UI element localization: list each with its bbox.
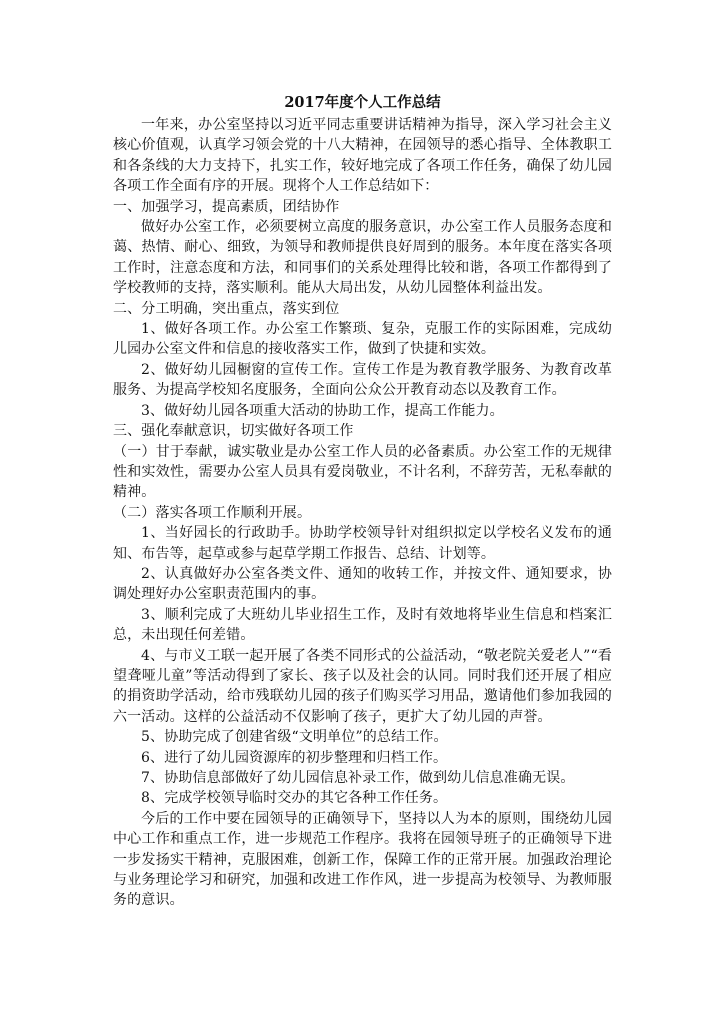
intro-paragraph: 一年来，办公室坚持以习近平同志重要讲话精神为指导，深入学习社会主义核心价值观，认真学习领会党的十八大精神，在园领导的悉心指导、全体教职工和各条线的大力支持下，扎实工作，较好地完成了各项工作任务，确保了幼儿园各项工作全面有序的开展。现将个人工作总结如下： — [113, 117, 612, 195]
subsection-1-paragraph: （一）甘于奉献，诚实敬业是办公室工作人员的必备素质。办公室工作的无规律性和实效性，需要办公室人员具有爱岗敬业，不计名利，不辞劳苦，无私奉献的精神。 — [113, 443, 612, 501]
list-item: 8、完成学校领导临时交办的其它各种工作任务。 — [141, 790, 448, 807]
list-item: 3、顺利完成了大班幼儿毕业招生工作，及时有效地将毕业生信息和档案汇总，未出现任何差错。 — [113, 606, 612, 644]
document-body — [113, 115, 612, 911]
section-heading-3: 三、强化奉献意识，切实做好各项工作 — [113, 423, 354, 440]
list-item: 7、协助信息部做好了幼儿园信息补录工作，做到幼儿信息准确无误。 — [141, 770, 575, 786]
list-item: 2、做好幼儿园橱窗的宣传工作。宣传工作是为教育教学服务、为教育改革服务、为提高学校知名度服务，全面向公众公开教育动态以及教育工作。 — [113, 361, 612, 399]
list-item: 5、协助完成了创建省级“文明单位”的总结工作。 — [141, 729, 448, 746]
conclusion-paragraph: 今后的工作中要在园领导的正确领导下，坚持以人为本的原则，围绕幼儿园中心工作和重点工作，进一步规范工作程序。我将在园领导班子的正确领导下进一步发扬实干精神，克服困难，创新工作，保障工作的正常开展。加强政治理论与业务理论学习和研究，加强和改进工作作风，进一步提高为校领导、为教师服务的意识。 — [113, 810, 612, 909]
section-heading-1: 一、加强学习，提高素质，团结协作 — [113, 198, 340, 215]
section-heading-2: 二、分工明确，突出重点，落实到位 — [113, 300, 340, 317]
document-title: 2017年度个人工作总结 — [284, 94, 441, 111]
subsection-2-heading: （二）落实各项工作顺利开展。 — [113, 504, 312, 521]
list-item: 1、当好园长的行政助手。协助学校领导针对组织拟定以学校名义发布的通知、布告等，起草或参与起草学期工作报告、总结、计划等。 — [113, 525, 612, 562]
list-item: 1、做好各项工作。办公室工作繁琐、复杂，克服工作的实际困难，完成幼儿园办公室文件和信息的接收落实工作，做到了快捷和实效。 — [113, 321, 612, 358]
list-item: 4、与市义工联一起开展了各类不同形式的公益活动，“敬老院关爱老人”“看望聋哑儿童”等活动得到了家长、孩子以及社会的认同。同时我们还开展了相应的捐资助学活动，给市残联幼儿园的孩子们购买学习用品，邀请他们参加我园的六一活动。这样的公益活动不仅影响了孩子，更扩大了幼儿园的声誉。 — [113, 647, 612, 725]
list-item: 2、认真做好办公室各类文件、通知的收转工作，并按文件、通知要求，协调处理好办公室职责范围内的事。 — [113, 565, 612, 603]
list-item: 6、进行了幼儿园资源库的初步整理和归档工作。 — [141, 749, 448, 766]
list-item: 3、做好幼儿园各项重大活动的协助工作，提高工作能力。 — [141, 402, 504, 419]
section-1-paragraph: 做好办公室工作，必须要树立高度的服务意识，办公室工作人员服务态度和蔼、热情、耐心、细致，为领导和教师提供良好周到的服务。本年度在落实各项工作时，注意态度和方法，和同事们的关系处理得比较和谐，各项工作都得到了学校教师的支持，落实顺利。能从大局出发，从幼儿园整体利益出发。 — [113, 219, 612, 297]
